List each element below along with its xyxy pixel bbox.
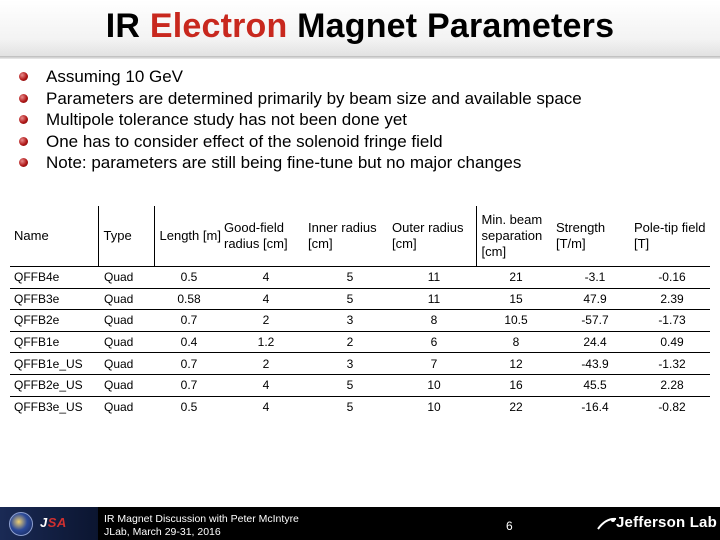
cell-min-beam-separation: 16 xyxy=(476,374,556,396)
cell-outer-radius: 11 xyxy=(392,288,476,310)
header-min-beam-separation: Min. beam separation [cm] xyxy=(476,206,556,267)
bullet-list xyxy=(18,66,582,174)
cell-min-beam-separation: 10.5 xyxy=(476,310,556,332)
title-divider xyxy=(0,56,720,59)
cell-inner-radius: 5 xyxy=(308,267,392,289)
table-row xyxy=(10,374,710,396)
title-part-1: IR xyxy=(105,7,150,45)
header-good-field-radius: Good-field radius [cm] xyxy=(224,220,288,251)
cell-min-beam-separation: 12 xyxy=(476,353,556,375)
table-row xyxy=(10,288,710,310)
table-row xyxy=(10,310,710,332)
footer-caption-line-1: IR Magnet Discussion with Peter McIntyre xyxy=(104,513,299,525)
cell-strength: -43.9 xyxy=(556,353,634,375)
cell-min-beam-separation: 8 xyxy=(476,331,556,353)
cell-type: Quad xyxy=(98,396,154,418)
bullet-item xyxy=(18,131,582,153)
cell-type: Quad xyxy=(98,288,154,310)
table-header-row xyxy=(10,206,710,267)
cell-length: 0.7 xyxy=(154,353,224,375)
cell-outer-radius: 10 xyxy=(392,374,476,396)
cell-outer-radius: 7 xyxy=(392,353,476,375)
cell-type: Quad xyxy=(98,331,154,353)
bullet-text: Multipole tolerance study has not been done yet xyxy=(46,110,408,129)
footer-logos xyxy=(0,507,98,540)
cell-pole-tip-field: 0.49 xyxy=(634,331,710,353)
cell-type: Quad xyxy=(98,310,154,332)
cell-name: QFFB3e_US xyxy=(10,396,98,418)
cell-outer-radius: 8 xyxy=(392,310,476,332)
jsa-logo: JSA xyxy=(40,515,67,530)
bullet-icon xyxy=(19,115,28,124)
title-accent: Electron xyxy=(149,7,288,45)
cell-inner-radius: 3 xyxy=(308,310,392,332)
header-name: Name xyxy=(14,228,49,243)
cell-length: 0.58 xyxy=(154,288,224,310)
bullet-text: Assuming 10 GeV xyxy=(46,67,184,86)
cell-name: QFFB3e xyxy=(10,288,98,310)
header-strength: Strength [T/m] xyxy=(556,220,606,251)
header-type: Type xyxy=(98,206,154,267)
footer-caption xyxy=(104,513,299,538)
jefferson-lab-swoosh-icon xyxy=(596,516,618,532)
page-number: 6 xyxy=(506,519,513,533)
slide-title xyxy=(0,7,720,46)
cell-outer-radius: 6 xyxy=(392,331,476,353)
table-row xyxy=(10,396,710,418)
cell-type: Quad xyxy=(98,353,154,375)
cell-strength: 24.4 xyxy=(556,331,634,353)
cell-outer-radius: 11 xyxy=(392,267,476,289)
cell-strength: 47.9 xyxy=(556,288,634,310)
header-length: Length [m] xyxy=(154,206,224,267)
cell-min-beam-separation: 15 xyxy=(476,288,556,310)
bullet-item xyxy=(18,88,582,110)
cell-pole-tip-field: -1.73 xyxy=(634,310,710,332)
cell-length: 0.5 xyxy=(154,396,224,418)
bullet-item xyxy=(18,109,582,131)
cell-pole-tip-field: -0.82 xyxy=(634,396,710,418)
bullet-text: One has to consider effect of the solenoid fringe field xyxy=(46,131,443,151)
cell-good-field-radius: 2 xyxy=(224,310,308,332)
cell-good-field-radius: 4 xyxy=(224,374,308,396)
cell-length: 0.5 xyxy=(154,267,224,289)
cell-name: QFFB2e_US xyxy=(10,374,98,396)
bullet-icon xyxy=(19,94,28,103)
cell-good-field-radius: 4 xyxy=(224,288,308,310)
cell-pole-tip-field: -1.32 xyxy=(634,353,710,375)
cell-strength: 45.5 xyxy=(556,374,634,396)
cell-outer-radius: 10 xyxy=(392,396,476,418)
cell-inner-radius: 3 xyxy=(308,353,392,375)
header-pole-tip-field: Pole-tip field [T] xyxy=(634,220,706,251)
cell-name: QFFB4e xyxy=(10,267,98,289)
cell-good-field-radius: 4 xyxy=(224,267,308,289)
doe-seal-icon xyxy=(9,512,33,536)
cell-inner-radius: 5 xyxy=(308,374,392,396)
bullet-item xyxy=(18,66,582,88)
bullet-text: Parameters are determined primarily by beam size and available space xyxy=(46,88,582,108)
cell-strength: -16.4 xyxy=(556,396,634,418)
header-inner-radius: Inner radius [cm] xyxy=(308,220,377,251)
footer-bar xyxy=(0,507,720,540)
table-row xyxy=(10,331,710,353)
cell-strength: -3.1 xyxy=(556,267,634,289)
jefferson-lab-logo: Jefferson Lab xyxy=(616,514,717,531)
cell-inner-radius: 2 xyxy=(308,331,392,353)
bullet-item xyxy=(18,152,582,174)
magnet-parameters-table xyxy=(10,206,710,418)
cell-min-beam-separation: 21 xyxy=(476,267,556,289)
bullet-icon xyxy=(19,158,28,167)
table-row xyxy=(10,267,710,289)
cell-length: 0.7 xyxy=(154,374,224,396)
cell-name: QFFB2e xyxy=(10,310,98,332)
bullet-text: Note: parameters are still being fine-tune but no major changes xyxy=(46,153,522,172)
cell-name: QFFB1e xyxy=(10,331,98,353)
cell-length: 0.7 xyxy=(154,310,224,332)
cell-good-field-radius: 4 xyxy=(224,396,308,418)
cell-inner-radius: 5 xyxy=(308,288,392,310)
header-outer-radius: Outer radius [cm] xyxy=(392,220,464,251)
table-row xyxy=(10,353,710,375)
cell-pole-tip-field: 2.39 xyxy=(634,288,710,310)
cell-good-field-radius: 1.2 xyxy=(224,331,308,353)
bullet-icon xyxy=(19,137,28,146)
cell-good-field-radius: 2 xyxy=(224,353,308,375)
cell-pole-tip-field: -0.16 xyxy=(634,267,710,289)
bullet-icon xyxy=(19,72,28,81)
footer-caption-line-2: JLab, March 29-31, 2016 xyxy=(104,525,221,538)
cell-strength: -57.7 xyxy=(556,310,634,332)
cell-min-beam-separation: 22 xyxy=(476,396,556,418)
cell-type: Quad xyxy=(98,267,154,289)
cell-type: Quad xyxy=(98,374,154,396)
cell-length: 0.4 xyxy=(154,331,224,353)
cell-pole-tip-field: 2.28 xyxy=(634,374,710,396)
title-part-2: Magnet Parameters xyxy=(287,7,615,45)
cell-name: QFFB1e_US xyxy=(10,353,98,375)
cell-inner-radius: 5 xyxy=(308,396,392,418)
